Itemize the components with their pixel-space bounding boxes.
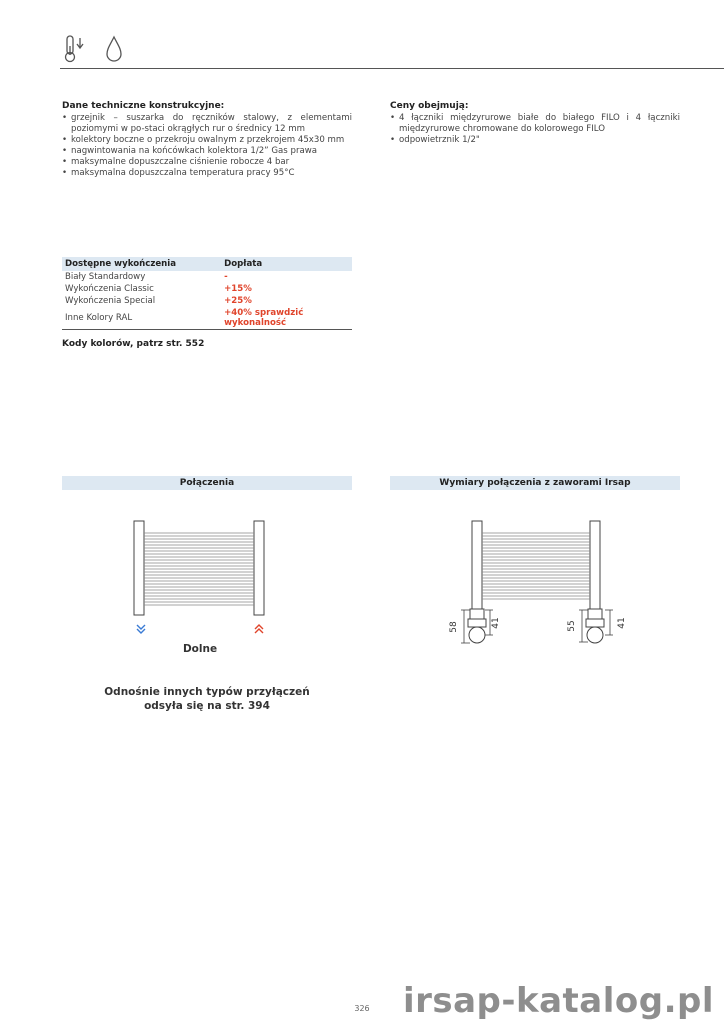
radiator-connection-diagram	[120, 515, 280, 625]
inlet-arrow-icon	[134, 622, 148, 636]
connection-note-line: Odnośnie innych typów przyłączeń	[104, 686, 310, 698]
dimension-label: 41	[491, 617, 501, 629]
connections-title: Połączenia	[62, 476, 352, 490]
color-codes-note: Kody kolorów, patrz str. 552	[62, 339, 205, 349]
finish-extra: +15%	[224, 284, 252, 294]
prices-heading: Ceny obejmują:	[390, 101, 469, 111]
list-item: • odpowietrznik 1/2"	[390, 135, 680, 146]
header-rule	[60, 68, 724, 69]
dimensions-title: Wymiary połączenia z zaworami Irsap	[390, 476, 680, 490]
list-item: • 4 łączniki międzyrurowe białe do białego FILO i 4 łączniki międzyrurowe chromowane do kolorowego FILO	[390, 113, 680, 135]
technical-list	[62, 113, 352, 179]
table-header-row	[62, 257, 352, 271]
page-number: 326	[354, 1004, 370, 1013]
finish-extra: -	[224, 272, 228, 282]
finish-name: Biały Standardowy	[65, 272, 146, 282]
table-row	[62, 271, 352, 283]
brand-watermark[interactable]: irsap-katalog.pl	[402, 981, 714, 1021]
prices-list	[390, 113, 680, 146]
list-item: • kolektory boczne o przekroju owalnym z przekrojem 45x30 mm	[62, 135, 352, 146]
valve-dimensions-diagram	[440, 515, 640, 655]
finish-extra: +40% sprawdzić wykonalność	[221, 307, 352, 330]
table-row	[62, 295, 352, 307]
finishes-table	[62, 257, 352, 330]
finish-extra: +25%	[224, 296, 252, 306]
list-item: • maksymalne dopuszczalne ciśnienie robocze 4 bar	[62, 157, 352, 168]
connection-type-label: Dolne	[182, 643, 218, 655]
dimension-label: 55	[567, 620, 577, 632]
finish-name: Wykończenia Classic	[65, 284, 154, 294]
connection-note	[62, 685, 352, 713]
technical-heading: Dane techniczne konstrukcyjne:	[62, 101, 225, 111]
technical-section	[62, 101, 352, 179]
finish-name: Inne Kolory RAL	[62, 307, 221, 330]
table-row	[62, 307, 352, 330]
water-drop-icon	[104, 34, 124, 64]
column-header: Dopłata	[221, 257, 352, 271]
outlet-arrow-icon	[252, 622, 266, 636]
prices-section	[390, 101, 680, 146]
finish-name: Wykończenia Special	[65, 296, 156, 306]
dimension-label: 41	[617, 617, 627, 629]
table-row	[62, 283, 352, 295]
connection-note-line: odsyła się na str. 394	[144, 700, 270, 712]
column-header: Dostępne wykończenia	[62, 257, 221, 271]
thermometer-down-icon	[62, 34, 88, 64]
list-item: • nagwintowania na końcówkach kolektora 1/2” Gas prawa	[62, 146, 352, 157]
list-item: • maksymalna dopuszczalna temperatura pracy 95°C	[62, 168, 352, 179]
dimension-label: 58	[449, 621, 459, 633]
list-item: • grzejnik – suszarka do ręczników stalowy, z elementami poziomymi w po-staci okrągłych rur o średnicy 12 mm	[62, 113, 352, 135]
